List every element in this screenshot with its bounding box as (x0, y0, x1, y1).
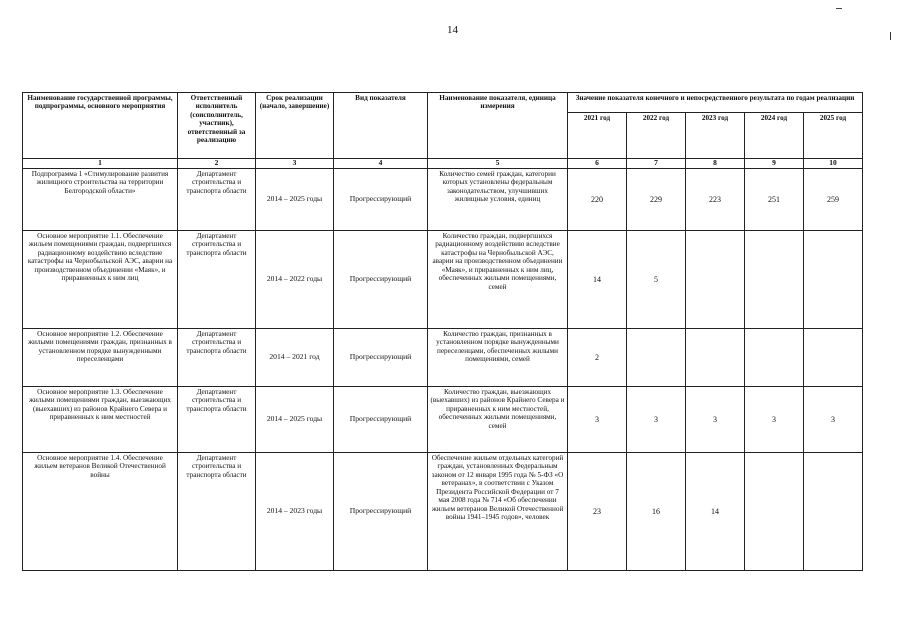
row-indicator: Обеспечение жильем отдельных категорий граждан, установленных Федеральным законом от 12 января 1995 года № 5-ФЗ «О ветеранах», в соответствии с Указом Президента Российской Федерации от 7 мая 2008 года № 714 «Об обеспечении жильем ветеранов Великой Отечественной войны 1941–1945 годов», человек (428, 453, 568, 571)
header-indicator: Наименование показателя, единица измерения (428, 93, 568, 159)
row-type: Прогрессирующий (334, 329, 428, 387)
row-indicator: Количество граждан, подвергшихся радиационному воздействию вследствие катастрофы на Чернобыльской АЭС, аварии на производственном объединении «Маяк», и приравненных к ним лиц, обеспеченных жилыми помещениями, семей (428, 231, 568, 329)
row-value (745, 329, 804, 387)
row-type: Прогрессирующий (334, 387, 428, 453)
header-executor: Ответственный исполнитель (соисполнитель, участник), ответственный за реализацию (178, 93, 256, 159)
page-number: 14 (447, 24, 458, 36)
row-value: 223 (686, 169, 745, 231)
scan-mark (836, 8, 842, 9)
row-value: 220 (568, 169, 627, 231)
header-year: 2021 год (568, 113, 627, 159)
row-value: 3 (804, 387, 863, 453)
row-value: 2 (568, 329, 627, 387)
row-value: 3 (686, 387, 745, 453)
row-name: Основное мероприятие 1.4. Обеспечение жильем ветеранов Великой Отечественной войны (23, 453, 178, 571)
row-type: Прогрессирующий (334, 231, 428, 329)
column-number: 4 (334, 159, 428, 169)
row-name: Основное мероприятие 1.2. Обеспечение жилыми помещениями граждан, признанных в установленном порядке вынужденными переселенцами (23, 329, 178, 387)
row-value: 251 (745, 169, 804, 231)
header-year: 2024 год (745, 113, 804, 159)
header-year: 2023 год (686, 113, 745, 159)
row-name: Основное мероприятие 1.3. Обеспечение жилыми помещениями граждан, выезжающих (выехавших) из районов Крайнего Севера и приравненных к ним местностей (23, 387, 178, 453)
table-row (23, 453, 863, 571)
row-value: 3 (627, 387, 686, 453)
row-value (686, 329, 745, 387)
row-value: 16 (627, 453, 686, 571)
row-indicator: Количество граждан, выезжающих (выехавших) из районов Крайнего Севера и приравненных к ним местностей, обеспеченных жилыми помещениями, семей (428, 387, 568, 453)
column-number: 5 (428, 159, 568, 169)
header-name: Наименование государственной программы, подпрограммы, основного мероприятия (23, 93, 178, 159)
header-year: 2025 год (804, 113, 863, 159)
column-number: 10 (804, 159, 863, 169)
row-value (745, 231, 804, 329)
row-value: 259 (804, 169, 863, 231)
column-number: 7 (627, 159, 686, 169)
row-value (804, 231, 863, 329)
row-value (686, 231, 745, 329)
row-period: 2014 – 2022 годы (256, 231, 334, 329)
row-name: Основное мероприятие 1.1. Обеспечение жильем помещениями граждан, подвергшихся радиационному воздействию вследствие катастрофы на Чернобыльской АЭС, аварии на производственном объединении «Маяк», и приравненных к ним лиц (23, 231, 178, 329)
row-executor: Департамент строительства и транспорта области (178, 329, 256, 387)
header-values: Значение показателя конечного и непосредственного результата по годам реализации (568, 93, 863, 113)
row-value: 229 (627, 169, 686, 231)
header-period: Срок реализации (начало, завершение) (256, 93, 334, 159)
table-row (23, 169, 863, 231)
row-period: 2014 – 2023 годы (256, 453, 334, 571)
row-indicator: Количество семей граждан, категории которых установлены федеральным законодательством, улучшивших жилищные условия, единиц (428, 169, 568, 231)
row-name: Подпрограмма 1 «Стимулирование развития жилищного строительства на территории Белгородской области» (23, 169, 178, 231)
table-row (23, 387, 863, 453)
row-value (627, 329, 686, 387)
scan-mark-right (890, 32, 891, 40)
row-type: Прогрессирующий (334, 169, 428, 231)
row-period: 2014 – 2025 годы (256, 387, 334, 453)
header-type: Вид показателя (334, 93, 428, 159)
row-executor: Департамент строительства и транспорта области (178, 453, 256, 571)
table-row (23, 329, 863, 387)
row-executor: Департамент строительства и транспорта области (178, 231, 256, 329)
row-period: 2014 – 2021 год (256, 329, 334, 387)
row-indicator: Количество граждан, признанных в установленном порядке вынужденными переселенцами, обеспеченных жилыми помещениями, семей (428, 329, 568, 387)
row-value: 14 (568, 231, 627, 329)
row-value (804, 329, 863, 387)
indicators-table (22, 92, 863, 571)
row-value (745, 453, 804, 571)
row-executor: Департамент строительства и транспорта области (178, 387, 256, 453)
column-number: 9 (745, 159, 804, 169)
row-value: 5 (627, 231, 686, 329)
row-value: 3 (745, 387, 804, 453)
column-number: 2 (178, 159, 256, 169)
column-number: 3 (256, 159, 334, 169)
row-value (804, 453, 863, 571)
header-year: 2022 год (627, 113, 686, 159)
row-type: Прогрессирующий (334, 453, 428, 571)
table-row (23, 231, 863, 329)
column-number: 1 (23, 159, 178, 169)
row-executor: Департамент строительства и транспорта области (178, 169, 256, 231)
row-value: 23 (568, 453, 627, 571)
row-value: 14 (686, 453, 745, 571)
column-number: 6 (568, 159, 627, 169)
row-value: 3 (568, 387, 627, 453)
row-period: 2014 – 2025 годы (256, 169, 334, 231)
column-number: 8 (686, 159, 745, 169)
